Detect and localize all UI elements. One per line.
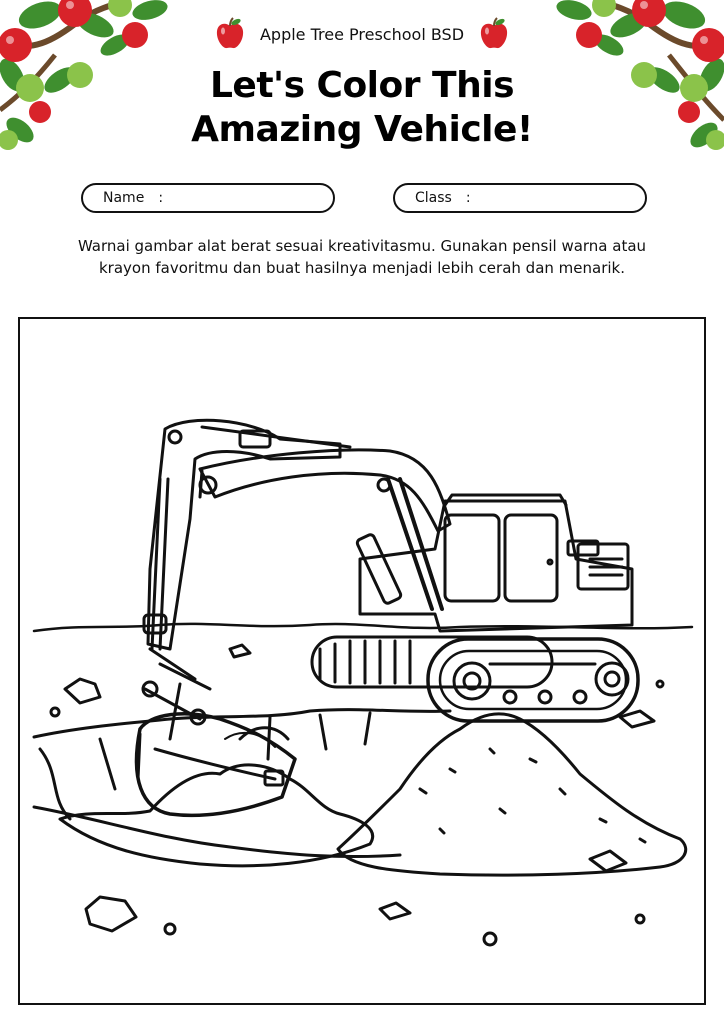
title-line-1: Let's Color This (209, 65, 514, 106)
apple-icon (478, 17, 510, 51)
class-field[interactable] (393, 183, 647, 213)
excavator-coloring-illustration (20, 319, 704, 1003)
school-name: Apple Tree Preschool BSD (259, 24, 465, 44)
instruction-text (30, 235, 694, 279)
name-colon: : (158, 190, 164, 206)
coloring-frame (18, 317, 706, 1005)
name-label: Name (103, 190, 145, 206)
class-label: Class (415, 190, 452, 206)
title-line-2: Amazing Vehicle! (191, 109, 533, 150)
instruction-line-2: krayon favoritmu dan buat hasilnya menjadi lebih cerah dan menarik. (98, 259, 625, 277)
apple-icon (214, 17, 246, 51)
instruction-line-1: Warnai gambar alat berat sesuai kreativitasmu. Gunakan pensil warna atau (77, 237, 647, 255)
class-colon: : (465, 190, 471, 206)
page-title (0, 64, 724, 152)
school-header (0, 16, 724, 52)
name-field[interactable] (81, 183, 335, 213)
